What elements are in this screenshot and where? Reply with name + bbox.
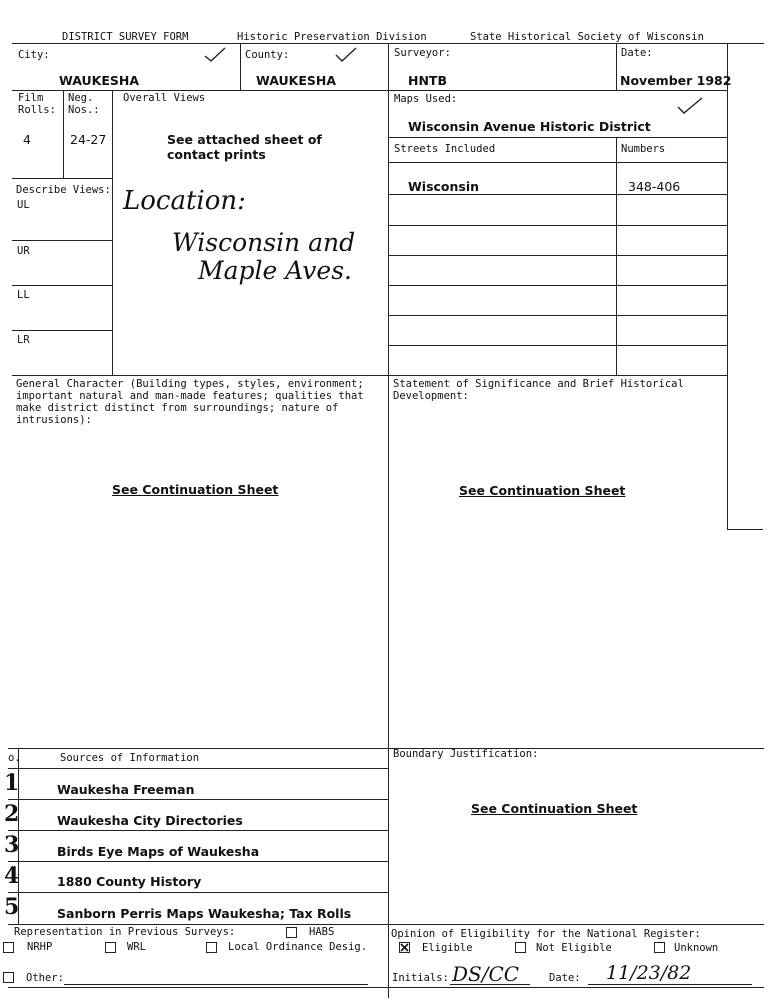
handwritten-location-line1: Wisconsin and xyxy=(172,228,356,257)
habs-checkbox[interactable] xyxy=(286,927,297,938)
rule xyxy=(12,90,727,91)
not-eligible-label: Not Eligible xyxy=(536,942,612,954)
initials-label: Initials: xyxy=(392,972,449,984)
source-item: Waukesha City Directories xyxy=(57,813,243,828)
rule xyxy=(727,529,763,530)
opinion-date-value: 11/23/82 xyxy=(606,962,692,984)
city-label: City: xyxy=(18,49,50,61)
local-ordinance-checkbox[interactable] xyxy=(206,942,217,953)
rule xyxy=(8,861,388,862)
rule xyxy=(12,375,727,376)
film-rolls-label: Film Rolls: xyxy=(18,92,56,116)
rule xyxy=(112,90,113,375)
date-label: Date: xyxy=(621,47,653,59)
rule xyxy=(12,240,112,241)
county-label: County: xyxy=(245,49,290,61)
opinion-label: Opinion of Eligibility for the National Register: xyxy=(391,928,701,940)
wrl-label: WRL xyxy=(127,941,146,953)
rule xyxy=(388,315,727,316)
film-rolls-value: 4 xyxy=(23,132,31,147)
rule xyxy=(240,43,241,90)
eligible-checkbox[interactable] xyxy=(399,942,410,953)
rule xyxy=(12,330,112,331)
county-value: WAUKESHA xyxy=(256,73,337,88)
habs-label: HABS xyxy=(309,926,335,938)
source-number: 2 xyxy=(4,801,20,827)
city-value: WAUKESHA xyxy=(59,73,140,88)
local-ordinance-label: Local Ordinance Desig. xyxy=(228,941,368,953)
checkmark-icon xyxy=(676,96,704,116)
initials-field-line xyxy=(450,984,530,985)
source-number: 1 xyxy=(4,770,20,796)
view-ur-label: UR xyxy=(17,245,30,257)
rule xyxy=(8,748,764,749)
rule xyxy=(63,90,64,178)
division-name: Historic Preservation Division xyxy=(237,31,427,43)
rule xyxy=(8,799,388,800)
society-name: State Historical Society of Wisconsin xyxy=(470,31,704,43)
check-x-icon xyxy=(400,943,409,952)
sources-no-label: o. xyxy=(8,752,21,764)
source-number: 3 xyxy=(4,832,20,858)
street-numbers: 348-406 xyxy=(628,179,681,194)
rule xyxy=(388,137,727,138)
source-item: Birds Eye Maps of Waukesha xyxy=(57,844,260,859)
other-checkbox[interactable] xyxy=(3,972,14,983)
unknown-label: Unknown xyxy=(674,942,719,954)
general-character-label: General Character (Building types, styles, environment; important natural and man-made features; qualities that make district distinct from surroundings; nature of intrusions): xyxy=(16,378,364,426)
surveyor-value: HNTB xyxy=(408,73,447,88)
rule xyxy=(388,162,727,163)
rule xyxy=(388,194,727,195)
source-item: Sanborn Perris Maps Waukesha; Tax Rolls xyxy=(57,906,352,921)
surveyor-label: Surveyor: xyxy=(394,47,451,59)
date-value: November 1982 xyxy=(620,73,732,88)
other-label: Other: xyxy=(26,972,64,984)
rule xyxy=(616,43,617,90)
rule xyxy=(388,285,727,286)
rule xyxy=(8,987,764,988)
rule xyxy=(8,892,388,893)
rule xyxy=(8,924,764,925)
wrl-checkbox[interactable] xyxy=(105,942,116,953)
boundary-value: See Continuation Sheet xyxy=(471,801,638,816)
source-number: 4 xyxy=(4,863,20,889)
boundary-label: Boundary Justification: xyxy=(393,748,539,760)
source-number: 5 xyxy=(4,894,20,920)
significance-value: See Continuation Sheet xyxy=(459,483,626,498)
rule xyxy=(388,345,727,346)
neg-nos-label: Neg. Nos.: xyxy=(68,92,100,116)
source-item: Waukesha Freeman xyxy=(57,782,195,797)
streets-included-label: Streets Included xyxy=(394,143,496,155)
rule xyxy=(12,178,112,179)
not-eligible-checkbox[interactable] xyxy=(515,942,526,953)
neg-nos-value: 24-27 xyxy=(70,132,107,147)
checkmark-icon xyxy=(334,46,358,64)
initials-value: DS/CC xyxy=(452,962,520,986)
date-field-line xyxy=(588,984,752,985)
overall-views-text: See attached sheet of contact prints xyxy=(167,132,322,162)
handwritten-location-line2: Maple Aves. xyxy=(198,256,352,285)
nrhp-label: NRHP xyxy=(27,941,53,953)
view-ul-label: UL xyxy=(17,199,30,211)
unknown-checkbox[interactable] xyxy=(654,942,665,953)
numbers-label: Numbers xyxy=(621,143,666,155)
significance-label: Statement of Significance and Brief Historical Development: xyxy=(393,378,684,402)
sources-label: Sources of Information xyxy=(60,752,200,764)
rule xyxy=(388,43,389,998)
rule xyxy=(388,255,727,256)
overall-views-label: Overall Views xyxy=(123,92,206,104)
source-item: 1880 County History xyxy=(57,874,202,889)
rule xyxy=(388,225,727,226)
rule xyxy=(8,768,388,769)
general-character-value: See Continuation Sheet xyxy=(112,482,279,497)
checkmark-icon xyxy=(203,46,227,64)
rule xyxy=(8,830,388,831)
view-lr-label: LR xyxy=(17,334,30,346)
eligible-label: Eligible xyxy=(422,942,473,954)
handwritten-location: Location: xyxy=(123,186,246,216)
rule xyxy=(616,137,617,375)
rule xyxy=(727,43,728,530)
other-field-line[interactable] xyxy=(64,984,368,985)
maps-used-label: Maps Used: xyxy=(394,93,458,105)
representation-label: Representation in Previous Surveys: xyxy=(14,926,236,938)
view-ll-label: LL xyxy=(17,289,30,301)
maps-used-value: Wisconsin Avenue Historic District xyxy=(408,119,651,134)
rule xyxy=(12,285,112,286)
opinion-date-label: Date: xyxy=(549,972,581,984)
describe-views-label: Describe Views: xyxy=(16,184,111,196)
form-title: DISTRICT SURVEY FORM xyxy=(62,31,189,43)
nrhp-checkbox[interactable] xyxy=(3,942,14,953)
street-name: Wisconsin xyxy=(408,179,480,194)
